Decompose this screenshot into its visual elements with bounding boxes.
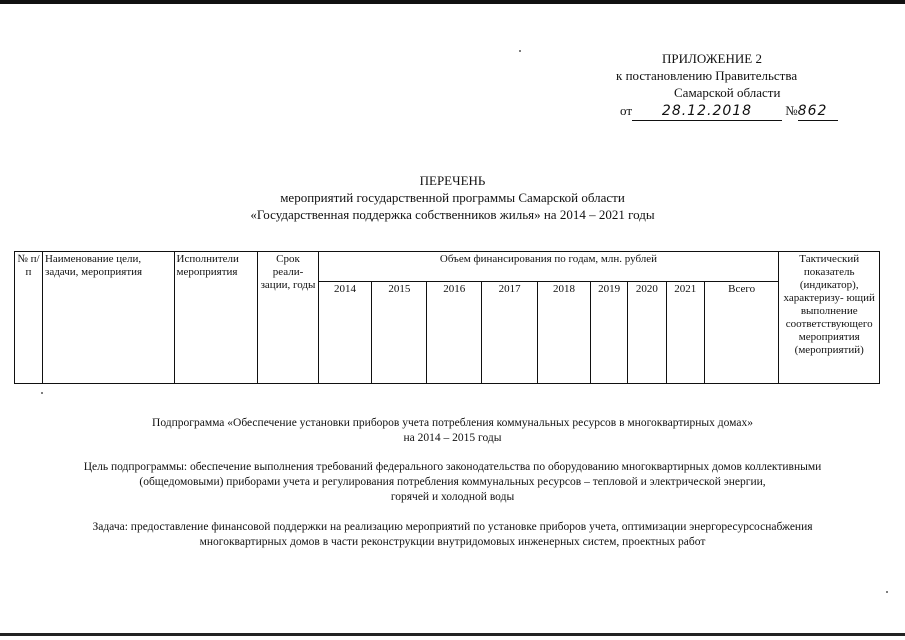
annex-line-2: Самарской области [674,85,781,100]
year-cell: 2014 [318,282,372,384]
header-name: Наименование цели, задачи, мероприятия [42,252,174,384]
header-financing: Объем финансирования по годам, млн. рублей [318,252,779,282]
header-term: Срок реали- зации, годы [258,252,318,384]
scan-edge-top [0,0,905,4]
subprogram-line-2: на 2014 – 2015 годы [403,432,502,444]
year-cell: 2018 [538,282,591,384]
header-indicator: Тактический показатель (индикатор), характеризу- ющий выполнение соответствующего мероприятия (мероприятий) [779,252,880,384]
header-num: № п/п [15,252,43,384]
header-executors: Исполнители мероприятия [174,252,258,384]
year-cell: 2015 [372,282,427,384]
handwritten-number: 862 [798,103,838,121]
subprogram-line-1: Подпрограмма «Обеспечение установки приборов учета потребления коммунальных ресурсов в многоквартирных домах» [152,417,753,429]
year-cell: 2020 [628,282,666,384]
year-cell: 2017 [482,282,538,384]
goal-line-2: (общедомовыми) приборами учета и регулирования потребления коммунальных ресурсов – тепловой и электрической энергии, [139,476,766,488]
document-title: ПЕРЕЧЕНЬ [419,173,486,188]
date-prefix: от [620,103,633,118]
goal-line-3: горячей и холодной воды [390,491,515,503]
annex-date-line [620,102,838,121]
total-cell: Всего [704,282,779,384]
task-line-1: Задача: предоставление финансовой поддержки на реализацию мероприятий по установке приборов учета, оптимизации энергоресурсоснабжения [92,521,813,533]
goal-line-1: Цель подпрограммы: обеспечение выполнения требований федерального законодательства по оборудованию многоквартирных домов коллективными [83,461,822,473]
handwritten-date: 28.12.2018 [632,103,782,121]
document-subtitle-1: мероприятий государственной программы Самарской области [280,190,625,205]
year-cell: 2019 [590,282,627,384]
year-cell: 2016 [427,282,482,384]
scan-speck [519,50,521,52]
annex-title: ПРИЛОЖЕНИЕ 2 [662,51,762,66]
scan-edge-bottom [0,633,905,636]
scan-speck [41,392,43,394]
annex-line-1: к постановлению Правительства [616,68,798,83]
events-table [14,251,880,384]
document-subtitle-2: «Государственная поддержка собственников жилья» на 2014 – 2021 годы [250,207,655,222]
task-line-2: многоквартирных домов в части реконструкции внутридомовых инженерных систем, проектных работ [199,536,706,548]
year-cell: 2021 [666,282,704,384]
number-prefix: № [785,103,798,118]
scan-speck [886,591,888,593]
